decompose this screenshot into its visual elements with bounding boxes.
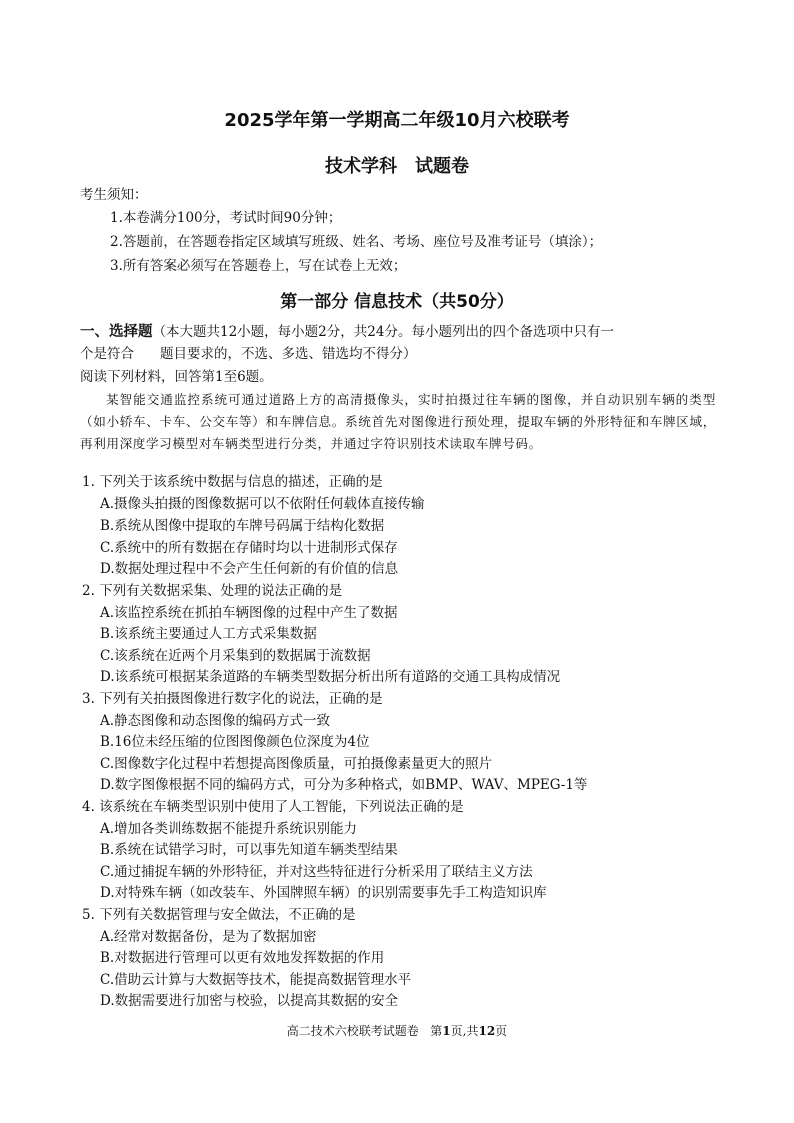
section-label: 一、选择题: [80, 324, 153, 340]
notice-item: 1.本卷满分100分，考试时间90分钟；: [110, 210, 342, 226]
notice-item: 3.所有答案必须写在答题卷上，写在试卷上无效；: [110, 258, 407, 274]
option-d: D.该系统可根据某条道路的车辆类型数据分析出所有道路的交通工具构成情况: [100, 669, 561, 685]
option-c: C.通过捕捉车辆的外形特征，并对这些特征进行分析采用了联结主义方法: [100, 864, 533, 880]
option-c: C.系统中的所有数据在存储时均以十进制形式保存: [100, 540, 398, 556]
question-stem: 2. 下列有关数据采集、处理的说法正确的是: [82, 583, 343, 599]
option-b: B.对数据进行管理可以更有效地发挥数据的作用: [100, 950, 385, 966]
option-c: C.该系统在近两个月采集到的数据属于流数据: [100, 648, 371, 664]
option-a: A.经常对数据备份，是为了数据加密: [100, 929, 317, 945]
option-a: A.静态图像和动态图像的编码方式一致: [100, 713, 331, 729]
question-stem: 5. 下列有关数据管理与安全做法，不正确的是: [82, 907, 356, 923]
option-d: D.对特殊车辆（如改装车、外国牌照车辆）的识别需要事先手工构造知识库: [100, 885, 547, 901]
notice-heading: 考生须知：: [80, 187, 148, 203]
option-a: A.摄像头拍摄的图像数据可以不依附任何载体直接传输: [100, 496, 425, 512]
option-a: A.该监控系统在抓拍车辆图像的过程中产生了数据: [100, 605, 398, 621]
question-stem: 4. 该系统在车辆类型识别中使用了人工智能，下列说法正确的是: [82, 799, 464, 815]
option-a: A.增加各类训练数据不能提升系统识别能力: [100, 821, 358, 837]
page-number: 1: [442, 1024, 451, 1038]
part-title: 第一部分 信息技术（共50分）: [280, 292, 514, 312]
exam-title: 2025学年第一学期高二年级10月六校联考: [224, 110, 570, 131]
option-d: D.数据需要进行加密与校验，以提高其数据的安全: [100, 993, 399, 1009]
question-stem: 3. 下列有关拍摄图像进行数字化的说法，正确的是: [82, 691, 383, 707]
option-b: B.系统从图像中提取的车牌号码属于结构化数据: [100, 518, 385, 534]
exam-subtitle: 技术学科 试题卷: [325, 156, 469, 177]
page-footer: 高二技术六校联考试题卷 第1页,共12页: [286, 1024, 508, 1038]
footer-title: 高二技术六校联考试题卷: [286, 1024, 419, 1038]
read-instruction: 阅读下列材料，回答第1至6题。: [80, 369, 273, 385]
section-heading: [80, 323, 614, 341]
section-description: （本大题共12小题，每小题2分，共24分。每小题列出的四个备选项中只有一: [152, 324, 614, 340]
section-description-cont: 个是符合 题目要求的，不选、多选、错选均不得分）: [80, 346, 417, 362]
question-stem: 1. 下列关于该系统中数据与信息的描述，正确的是: [82, 474, 383, 490]
option-d: D.数字图像根据不同的编码方式，可分为多种格式，如BMP、WAV、MPEG-1等: [100, 777, 588, 793]
option-c: C.借助云计算与大数据等技术，能提高数据管理水平: [100, 972, 412, 988]
option-c: C.图像数字化过程中若想提高图像质量，可拍摄像素量更大的照片: [100, 756, 493, 772]
option-b: B.系统在试错学习时，可以事先知道车辆类型结果: [100, 842, 398, 858]
notice-item: 2.答题前，在答题卷指定区域填写班级、姓名、考场、座位号及准考证号（填涂）；: [110, 234, 603, 250]
option-b: B.16位未经压缩的位图图像颜色位深度为4位: [100, 734, 370, 750]
reading-material: 某智能交通监控系统可通过道路上方的高清摄像头，实时拍摄过往车辆的图像，并自动识别车辆的类型（如小轿车、卡车、公交车等）和车牌信息。系统首先对图像进行预处理，提取车辆的外形特征和车牌区域，再利用深度学习模型对车辆类型进行分类，并通过字符识别技术读取车牌号码。: [80, 392, 716, 451]
page-total: 12: [478, 1024, 496, 1038]
option-b: B.该系统主要通过人工方式采集数据: [100, 626, 317, 642]
option-d: D.数据处理过程中不会产生任何新的有价值的信息: [100, 561, 399, 577]
